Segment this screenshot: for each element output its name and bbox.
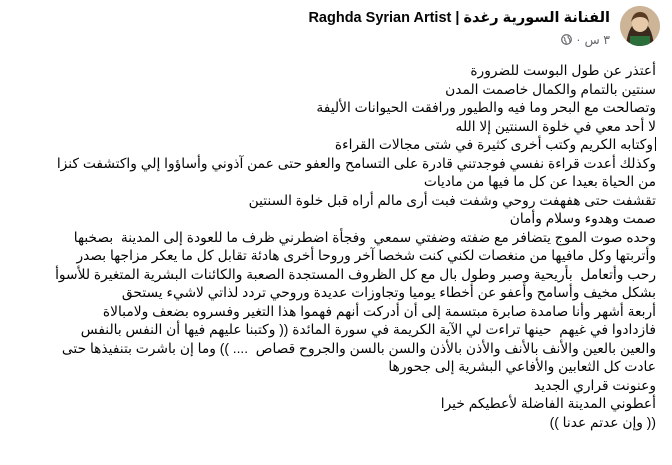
post-line: سنتين بالتمام والكمال خاصمت المدن [445,81,656,97]
post-line: وحده صوت الموج يتضافر مع ضفته وضفتي سمعي وفجأة اضطرني ظرف ما للعودة إلى المدينة بصخبها [73,229,656,245]
post-meta [561,32,610,47]
post-line: وعنونت قراري الجديد [533,377,656,393]
meta-separator: · [576,32,581,47]
page-name[interactable]: Raghda Syrian Artist | الفنانة السورية رغدة [308,10,610,26]
post-line: وتصالحت مع البحر وما فيه والطيور ورافقت الحيوانات الأليفة [316,100,656,115]
post-line: عادت كل الثعابين والأفاعي البشرية إلى جحورها [388,359,656,374]
post-line: وأتربتها وكل مافيها من منغصات لكني كنت شخصا آخر وروحا أخرى هادئة تقابل كل ما يعكر مزاجها بصدر [76,248,656,263]
post-line: من الحياة بعيدا عن كل ما فيها من ماديات [423,174,656,189]
post-line: رحب وأتعامل بأريحية وصبر وطول بال مع كل الظروف المستجدة الصعبة والكائنات البشرية المتغيرة للأسوأ [55,266,656,282]
post-line: أعتذر عن طول البوست للضرورة [470,63,656,78]
post-line: وكذلك أعدت قراءة نفسي فوجدتني قادرة على التسامح والعفو حتى عمن آذوني وأساؤوا إلي واكتشفت كنزا [56,155,656,171]
avatar[interactable] [620,6,660,46]
post-time[interactable]: ٣ س [584,33,610,47]
post-line: لا أحد معي في خلوة السنتين إلا الله [455,118,656,134]
post-line: والعين بالعين والأنف بالأنف والأذن بالأذن والسن بالسن والجروح قصاص .... )) وما إن باشرت بتنفيذها حتى [61,340,656,356]
post-line: (( وإن عدتم عدنا )) [549,414,656,430]
post-line: أعطوني المدينة الفاضلة لأعطيكم خيرا [440,396,656,411]
post-line-with-cursor [12,136,656,155]
post-line: وكتابه الكريم وكتب أخرى كثيرة في شتى مجالات القراءة [334,137,653,152]
post-line: أربعة أشهر وأنا صامدة صابرة مبتسمة إلى أن أدركت أنهم فهموا هذا التغير وفسروه بضعف ولامبالاة [102,303,656,319]
profile-photo [620,6,660,46]
post-line: فازدادوا في غيهم حينها تراءت لي الآية الكريمة في سورة المائدة (( وكتبنا عليهم فيها أن النفس بالنفس [80,322,656,337]
post-line: بشكل مخيف وأسامح وأعفو عن أخطاء يوميا وتجاوزات عديدة وروحي تردد لذاتي لاشيء يستحق [121,285,656,300]
post-line: صمت وهدوء وسلام وأمان [509,211,656,226]
globe-icon[interactable] [561,34,572,45]
post-line: تقشفت حتى هفهفت روحي وشفت فبت أرى مالم أراه قبل خلوة السنتين [248,192,656,208]
text-cursor [655,137,656,151]
post-header [0,0,672,56]
post-text [12,62,656,432]
